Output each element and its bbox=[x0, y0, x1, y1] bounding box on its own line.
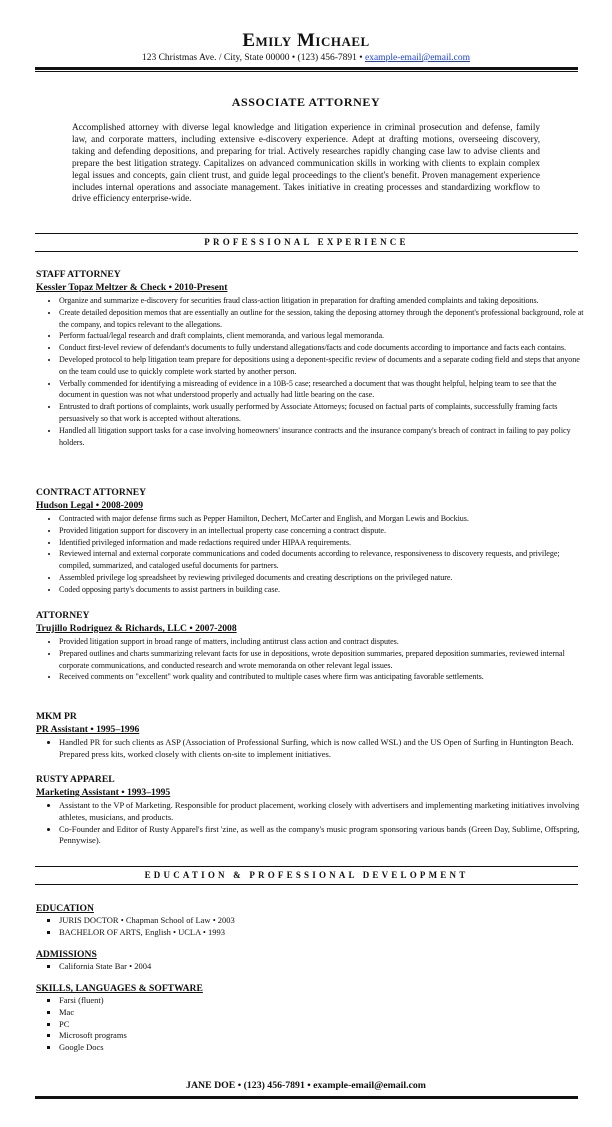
admissions-heading: ADMISSIONS bbox=[36, 949, 97, 960]
skills-heading: SKILLS, LANGUAGES & SOFTWARE bbox=[36, 983, 203, 994]
list-item: • Contracted with major defense firms such as Pepper Hamilton, Dechert, McCarter and English, and Morgan Lewis and Bockius. bbox=[59, 513, 588, 525]
job-employer: Kessler Topaz Meltzer & Check • 2010-Present bbox=[36, 282, 228, 293]
job-employer: Hudson Legal • 2008-2009 bbox=[36, 500, 144, 511]
job-role: RUSTY APPAREL bbox=[36, 774, 115, 785]
list-item: ▪ BACHELOR OF ARTS, English • UCLA • 1993 bbox=[59, 927, 559, 939]
list-item: • Assembled privilege log spreadsheet by reviewing privileged documents and creating descriptions on the privileged nature. bbox=[59, 572, 588, 584]
list-item: • Provided litigation support for discovery in an intellectual property case concerning a contract dispute. bbox=[59, 525, 588, 537]
list-item: • Handled all litigation support tasks for a case involving homeowners' insurance contracts and the insurance company's breach of contract in failing to pay policy holders. bbox=[59, 425, 588, 449]
header-divider bbox=[35, 67, 578, 70]
list-item: ▪ Microsoft programs bbox=[59, 1030, 559, 1042]
job-bullets bbox=[47, 737, 588, 761]
job-role: STAFF ATTORNEY bbox=[36, 269, 121, 280]
list-item: • Create detailed deposition memos that are essentially an outline for the session, taking the deposing attorney through the deponent's professional background, role at the company, and topics relevant to the allegations. bbox=[59, 307, 588, 331]
contact-details: 123 Christmas Ave. / City, State 00000 • (123) 456-7891 • bbox=[141, 53, 365, 63]
list-item: • Perform factual/legal research and draft complaints, client memoranda, and various legal memoranda. bbox=[59, 330, 588, 342]
resume-title: ASSOCIATE ATTORNEY bbox=[231, 95, 381, 109]
list-item: ▪ PC bbox=[59, 1019, 559, 1031]
list-item: ▪ California State Bar • 2004 bbox=[59, 961, 559, 973]
list-item: • Developed protocol to help litigation team prepare for depositions using a deponent-specific review of documents and a separate coding field and steps that anyone on the team could use to quickly complete work started by another person. bbox=[59, 354, 588, 378]
footer-contact: JANE DOE • (123) 456-7891 • example-email@email.com bbox=[186, 1080, 426, 1091]
list-item: ▪ Farsi (fluent) bbox=[59, 995, 559, 1007]
footer-divider bbox=[35, 1096, 578, 1099]
job-employer: Marketing Assistant • 1993–1995 bbox=[36, 787, 171, 798]
list-item: • Provided litigation support in broad range of matters, including antitrust class action and contract disputes. bbox=[59, 636, 588, 648]
job-role: ATTORNEY bbox=[36, 610, 90, 621]
candidate-name: Emily Michael bbox=[242, 30, 370, 51]
list-item: • Assistant to the VP of Marketing. Responsible for product placement, working closely with advertisers and implementing marketing initiatives involving athletes, musicians, and products. bbox=[59, 800, 588, 824]
list-item: • Entrusted to draft portions of complaints, work usually performed by Associate Attorneys; focused on factual parts of complaints, successfully framing facts persuasively so that work is accepted without alterations. bbox=[59, 401, 588, 425]
list-item: • Received comments on "excellent" work quality and contributed to multiple cases where firm was anticipating favorable settlements. bbox=[59, 671, 588, 683]
list-item: • Co-Founder and Editor of Rusty Apparel's first 'zine, as well as the company's music program sponsoring various bands (Green Day, Sublime, Offspring, Pennywise). bbox=[59, 824, 588, 848]
list-item: • Identified privileged information and made redactions required under HIPAA requirements. bbox=[59, 537, 588, 549]
list-item: ▪ Google Docs bbox=[59, 1042, 559, 1054]
education-heading: EDUCATION bbox=[36, 903, 94, 914]
list-item: • Organize and summarize e-discovery for securities fraud class-action litigation in preparation for drafting amended complaints and taking depositions. bbox=[59, 295, 588, 307]
list-item: • Verbally commended for identifying a misreading of evidence in a 10B-5 case; researched a document that was thought helpful, helping team to see that the document in question was not what understood properly and actually had little bearing on the case. bbox=[59, 378, 588, 402]
job-employer: Trujillo Rodriguez & Richards, LLC • 2007-2008 bbox=[36, 623, 237, 634]
list-item: ▪ Mac bbox=[59, 1007, 559, 1019]
job-bullets bbox=[47, 513, 588, 596]
list-item: • Prepared outlines and charts summarizing relevant facts for use in depositions, wrote deposition summaries, prepared deposition summaries, reviewed internal corporate communications, and conducted research and wrote memoranda on other relevant legal issues. bbox=[59, 648, 588, 672]
job-employer: PR Assistant • 1995–1996 bbox=[36, 724, 140, 735]
contact-line bbox=[0, 53, 612, 63]
education-list bbox=[47, 915, 559, 939]
job-role: MKM PR bbox=[36, 711, 77, 722]
job-bullets bbox=[47, 800, 588, 847]
summary-paragraph: Accomplished attorney with diverse legal knowledge and litigation experience in criminal prosecution and defense, family law, and corporate matters, including extensive e-discovery experience. Adept at drafting motions, overseeing discovery, taking and defending depositions, and preparing for trial. Actively researches rapidly changing case law to advise clients and prepare the best litigation strategy. Capitalizes on advanced communication skills in working with clients to explain complex legal issues and concepts, gain client trust, and guide legal proceedings to the client's benefit. Proven management experience includes internal operations and associate management. Takes initiative in creating processes and standardizing workflow to drive efficiency enterprise-wide. bbox=[72, 122, 540, 204]
list-item: • Reviewed internal and external corporate communications and coded documents according to relevance, responsiveness to discovery requests, and privilege; compiled, summarized, and cataloged useful documents for partners. bbox=[59, 548, 588, 572]
email-link[interactable]: example-email@email.com bbox=[365, 53, 471, 63]
list-item: • Conduct first-level review of defendant's documents to fully understand allegations/facts and code documents according to importance and facts each contains. bbox=[59, 342, 588, 354]
list-item: • Handled PR for such clients as ASP (Association of Professional Surfing, which is now called WSL) and the US Open of Surfing in Huntington Beach. Prepared press kits, worked closely with clients on-site to implement initiatives. bbox=[59, 737, 588, 761]
list-item: ▪ JURIS DOCTOR • Chapman School of Law • 2003 bbox=[59, 915, 559, 927]
job-role: CONTRACT ATTORNEY bbox=[36, 487, 147, 498]
header-divider-thin bbox=[35, 71, 578, 72]
job-bullets bbox=[47, 636, 588, 683]
job-bullets bbox=[47, 295, 588, 448]
section-heading-education: EDUCATION & PROFESSIONAL DEVELOPMENT bbox=[35, 866, 578, 885]
list-item: • Coded opposing party's documents to assist partners in building case. bbox=[59, 584, 588, 596]
section-heading-experience: PROFESSIONAL EXPERIENCE bbox=[35, 233, 578, 252]
admissions-list bbox=[47, 961, 559, 973]
skills-list bbox=[47, 995, 559, 1054]
